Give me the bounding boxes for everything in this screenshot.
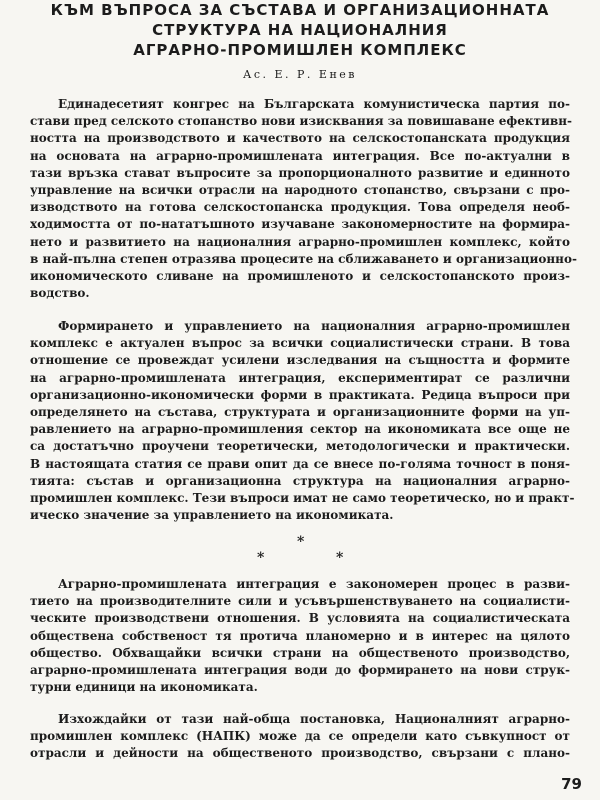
article-author: Ас. Е. Р. Енев	[243, 68, 357, 81]
text-line: В настоящата статия се прави опит да се внесе по-голяма точност в поня-	[30, 456, 570, 471]
text-line: общество. Обхващайки всички страни на общественото производство,	[30, 645, 570, 660]
text-line: на аграрно-промишлената интеграция, експериментират се различни	[30, 370, 570, 385]
title-line: АГРАРНО-ПРОМИШЛЕН КОМПЛЕКС	[133, 41, 467, 59]
text-line: управление на всички отрасли на народното стопанство, свързани с про-	[30, 183, 570, 198]
title-line: СТРУКТУРА НА НАЦИОНАЛНИЯ	[152, 21, 448, 39]
text-line: турни единици на икономиката.	[30, 680, 258, 695]
text-line: промишлен комплекс. Тези въпроси имат не само теоретическо, но и практ-	[30, 491, 575, 506]
text-line: стави пред селското стопанство нови изисквания за повишаване ефективн-	[30, 114, 572, 129]
title-line: КЪМ ВЪПРОСА ЗА СЪСТАВА И ОРГАНИЗАЦИОННАТА	[50, 1, 550, 19]
paragraph-integration	[30, 576, 570, 696]
text-line: на основата на аграрно-промишлената интеграция. Все по-актуални в	[30, 148, 570, 163]
text-line: организационно-икономически форми в практиката. Редица въпроси при	[30, 387, 570, 402]
asterisk: *	[257, 550, 265, 566]
text-line: икономическото сливане на промишленото и селскостопанското произ-	[30, 269, 570, 284]
text-line: тази връзка стават въпросите за пропорционалното развитие и единното	[30, 165, 570, 180]
asterisk: *	[297, 534, 305, 550]
text-line: Единадесетият конгрес на Българската комунистическа партия по-	[58, 97, 570, 111]
asterisk: *	[336, 550, 344, 566]
text-line: ходимостта от по-нататъшното изучаване закономерностите на формира-	[30, 217, 570, 232]
text-line: обществена собственост тя протича планомерно и в интерес на цялото	[30, 628, 570, 643]
text-line: ическо значение за управлението на икономиката.	[30, 508, 394, 523]
text-line: ческите производствени отношения. В условията на социалистическата	[30, 611, 570, 626]
page-number: 79	[561, 775, 582, 793]
paragraph-intro	[30, 96, 577, 302]
text-line: отрасли и дейности на общественото производство, свързани с плано-	[30, 746, 570, 761]
text-line: водство.	[30, 286, 90, 301]
article-title	[40, 0, 560, 60]
text-line: Аграрно-промишлената интеграция е закономерен процес в разви-	[58, 577, 570, 591]
text-line: промишлен комплекс (НАПК) може да се определи като съвкупност от	[30, 729, 570, 744]
text-line: тието на производителните сили и усъвършенствуването на социалисти-	[30, 594, 570, 609]
text-line: аграрно-промишлената интеграция води до формирането на нови струк-	[30, 663, 570, 678]
section-divider	[0, 534, 600, 570]
text-line: са достатъчно проучени теоретически, методологически и практически.	[30, 439, 570, 454]
text-line: изводството на готова селскостопанска продукция. Това определя необ-	[30, 200, 570, 215]
text-line: комплекс е актуален въпрос за всички социалистически страни. В това	[30, 336, 570, 351]
text-line: равлението на аграрно-промишления сектор на икономиката все още не	[30, 422, 570, 437]
text-line: нето и развитието на националния аграрно-промишлен комплекс, който	[30, 234, 570, 249]
text-line: ността на производството и качеството на селскостопанската продукция	[30, 131, 570, 146]
paragraph-definition	[30, 711, 570, 763]
paragraph-formation	[30, 318, 575, 524]
text-line: определянето на състава, структурата и организационните форми на уп-	[30, 405, 570, 420]
text-line: Формирането и управлението на националния аграрно-промишлен	[58, 319, 570, 333]
text-line: тията: състав и организационна структура на националния аграрно-	[30, 473, 570, 488]
text-line: отношение се провеждат усилени изследвания на същността и формите	[30, 353, 570, 368]
text-line: в най-пълна степен отразява процесите на сближаването и организационно-	[30, 251, 577, 266]
text-line: Изхождайки от тази най-обща постановка, Националният аграрно-	[58, 712, 570, 726]
